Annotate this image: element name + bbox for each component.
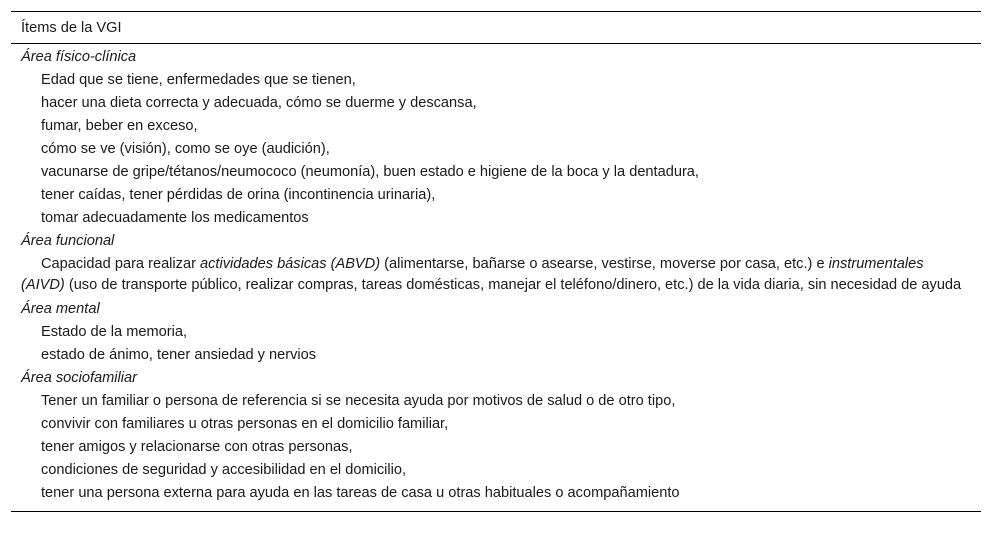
list-item: Edad que se tiene, enfermedades que se tienen, xyxy=(41,72,356,88)
section-title-mental: Área mental xyxy=(21,300,100,317)
list-item: fumar, beber en exceso, xyxy=(41,118,198,134)
list-item: tomar adecuadamente los medicamentos xyxy=(41,210,309,226)
paragraph-text: Capacidad para realizar xyxy=(41,256,200,272)
paragraph-italic-aivd: instrumentales (AIVD) xyxy=(21,256,924,294)
list-item: hacer una dieta correcta y adecuada, cómo se duerme y descansa, xyxy=(41,95,477,111)
list-item: Estado de la memoria, xyxy=(41,323,188,340)
list-item: estado de ánimo, tener ansiedad y nervios xyxy=(41,346,317,363)
list-item: condiciones de seguridad y accesibilidad en el domicilio, xyxy=(41,461,407,478)
paragraph-text: (uso de transporte público, realizar compras, tareas domésticas, manejar el teléfono/dinero, etc.) de la vida diaria, sin necesidad de ayuda xyxy=(64,277,962,294)
section-title-sociofamiliar: Área sociofamiliar xyxy=(21,369,137,386)
table-body xyxy=(11,44,981,511)
list-item: tener caídas, tener pérdidas de orina (incontinencia urinaria), xyxy=(41,187,436,203)
funcional-paragraph xyxy=(21,254,981,297)
paragraph-italic-abvd: actividades básicas (ABVD) xyxy=(200,256,381,272)
section-title-funcional: Área funcional xyxy=(21,233,115,249)
list-item: convivir con familiares u otras personas en el domicilio familiar, xyxy=(41,415,449,432)
list-item: tener amigos y relacionarse con otras personas, xyxy=(41,438,353,455)
list-item: vacunarse de gripe/tétanos/neumococo (neumonía), buen estado e higiene de la boca y la dentadura, xyxy=(41,164,699,180)
table-header-label: Ítems de la VGI xyxy=(21,19,122,36)
list-item: tener una persona externa para ayuda en las tareas de casa u otras habituales o acompañamiento xyxy=(41,484,680,501)
list-item: cómo se ve (visión), como se oye (audición), xyxy=(41,141,330,157)
section-title-fisico-clinica: Área físico-clínica xyxy=(21,49,137,65)
list-item: Tener un familiar o persona de referencia si se necesita ayuda por motivos de salud o de otro tipo, xyxy=(41,392,676,409)
table-header xyxy=(11,12,981,44)
paragraph-text: (alimentarse, bañarse o asearse, vestirse, moverse por casa, etc.) e xyxy=(380,256,829,272)
vgi-items-table xyxy=(11,11,981,512)
